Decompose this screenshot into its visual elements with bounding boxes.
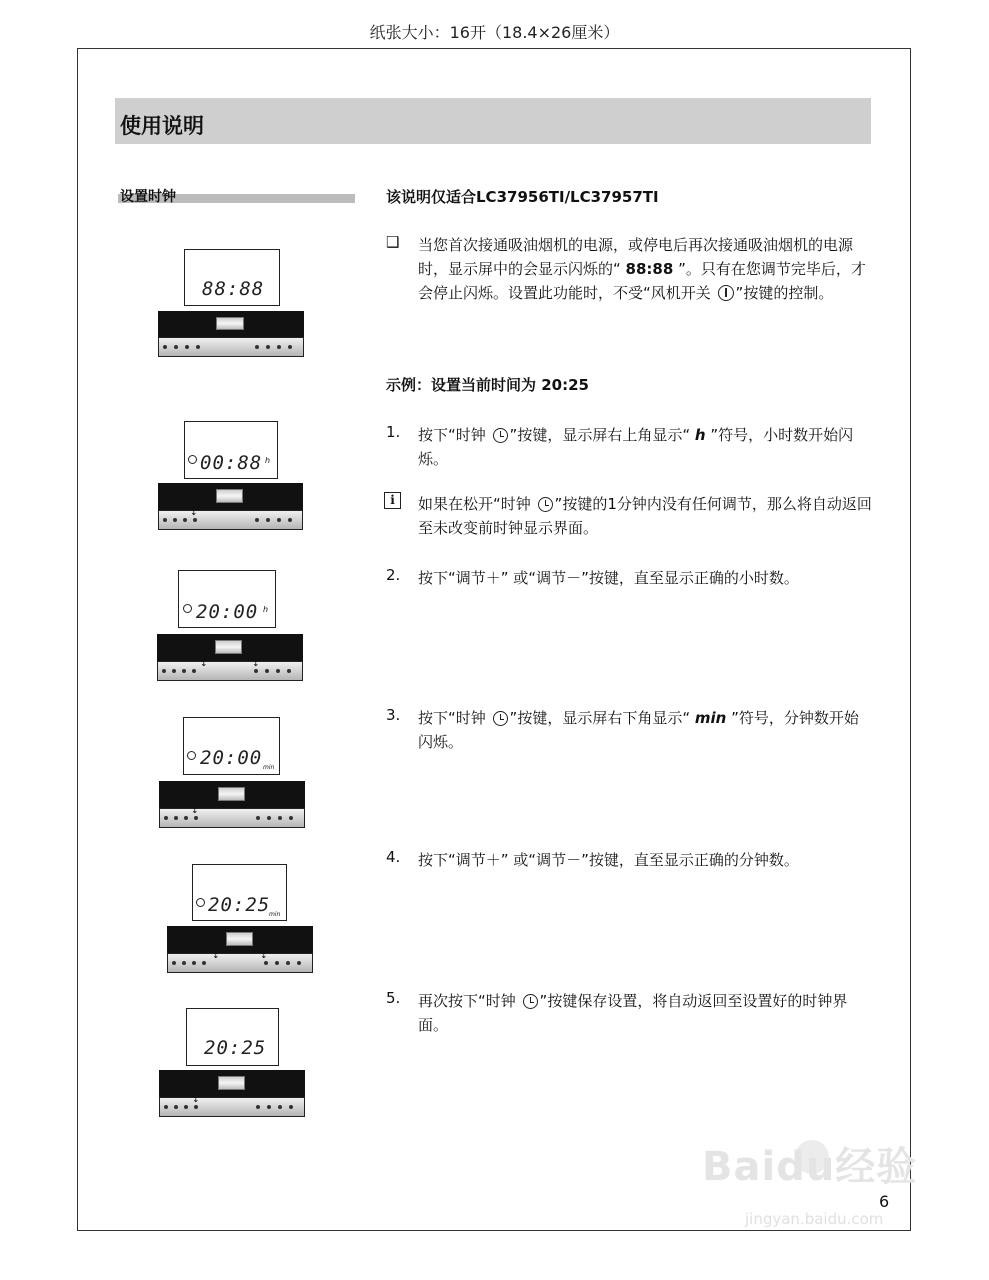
- step-1-text: 按下“时钟 ”按键，显示屏右上角显示“ h ”符号，小时数开始闪烁。: [418, 426, 854, 468]
- lcd-clock-icon: [187, 751, 196, 760]
- step-3-text: 按下“时钟 ”按键，显示屏右下角显示“ min ”符号，分钟数开始闪烁。: [418, 709, 859, 751]
- paper-size-header: 纸张大小：16开（18.4×26厘米）: [369, 23, 620, 42]
- lcd-readout: 20:00: [196, 601, 259, 623]
- subsection-title: 设置时钟: [120, 189, 176, 205]
- clock-icon: [493, 428, 508, 443]
- lcd-readout: 20:25: [204, 1037, 267, 1059]
- clock-icon: [493, 711, 508, 726]
- step-2-number: 2.: [386, 566, 401, 584]
- example-title: 示例：设置当前时间为 20:25: [386, 376, 589, 394]
- lcd-clock-icon: [188, 455, 197, 464]
- lcd-symbol: min: [263, 764, 275, 771]
- intro-paragraph: 当您首次接通吸油烟机的电源，或停电后再次接通吸油烟机的电源时，显示屏中的会显示闪烁的“ 88:88 ”。只有在您调节完毕后，才会停止闪烁。设置此功能时，不受“风机开关 ”按键的控制。: [418, 236, 866, 302]
- section-title: 使用说明: [120, 114, 204, 138]
- section-header-bar: [115, 98, 871, 144]
- lcd-clock-icon: [183, 604, 192, 613]
- step-1-number: 1.: [386, 423, 401, 441]
- lcd-readout: 88:88: [202, 278, 265, 300]
- watermark-text: Baidu经验: [702, 1144, 918, 1190]
- step-5-number: 5.: [386, 989, 401, 1007]
- power-icon: [718, 285, 734, 301]
- lcd-clock-icon: [196, 898, 205, 907]
- lcd-readout: 00:88: [200, 452, 263, 474]
- step-3-number: 3.: [386, 706, 401, 724]
- clock-icon: [523, 994, 538, 1009]
- lcd-readout: 20:25: [208, 894, 271, 916]
- step-4-number: 4.: [386, 848, 401, 866]
- lcd-readout: 20:00: [200, 747, 263, 769]
- step-5-text: 再次按下“时钟 ”按键保存设置，将自动返回至设置好的时钟界面。: [418, 992, 848, 1034]
- clock-icon: [538, 497, 553, 512]
- step-2-text: 按下“调节＋” 或“调节－”按键，直至显示正确的小时数。: [418, 569, 799, 587]
- lcd-symbol: min: [269, 911, 281, 918]
- info-icon: i: [384, 492, 401, 509]
- step-4-text: 按下“调节＋” 或“调节－”按键，直至显示正确的分钟数。: [418, 851, 799, 869]
- note-text: 如果在松开“时钟 ”按键的1分钟内没有任何调节，那么将自动返回至未改变前时钟显示界面。: [418, 495, 872, 537]
- checkbox-bullet-icon: ❑: [386, 233, 400, 251]
- lcd-symbol: h: [265, 456, 271, 465]
- watermark-url: jingyan.baidu.com: [745, 1210, 884, 1228]
- page-number: 6: [879, 1192, 890, 1211]
- lcd-symbol: h: [263, 605, 269, 614]
- applies-to-note: 该说明仅适合LC37956TI/LC37957TI: [386, 188, 659, 206]
